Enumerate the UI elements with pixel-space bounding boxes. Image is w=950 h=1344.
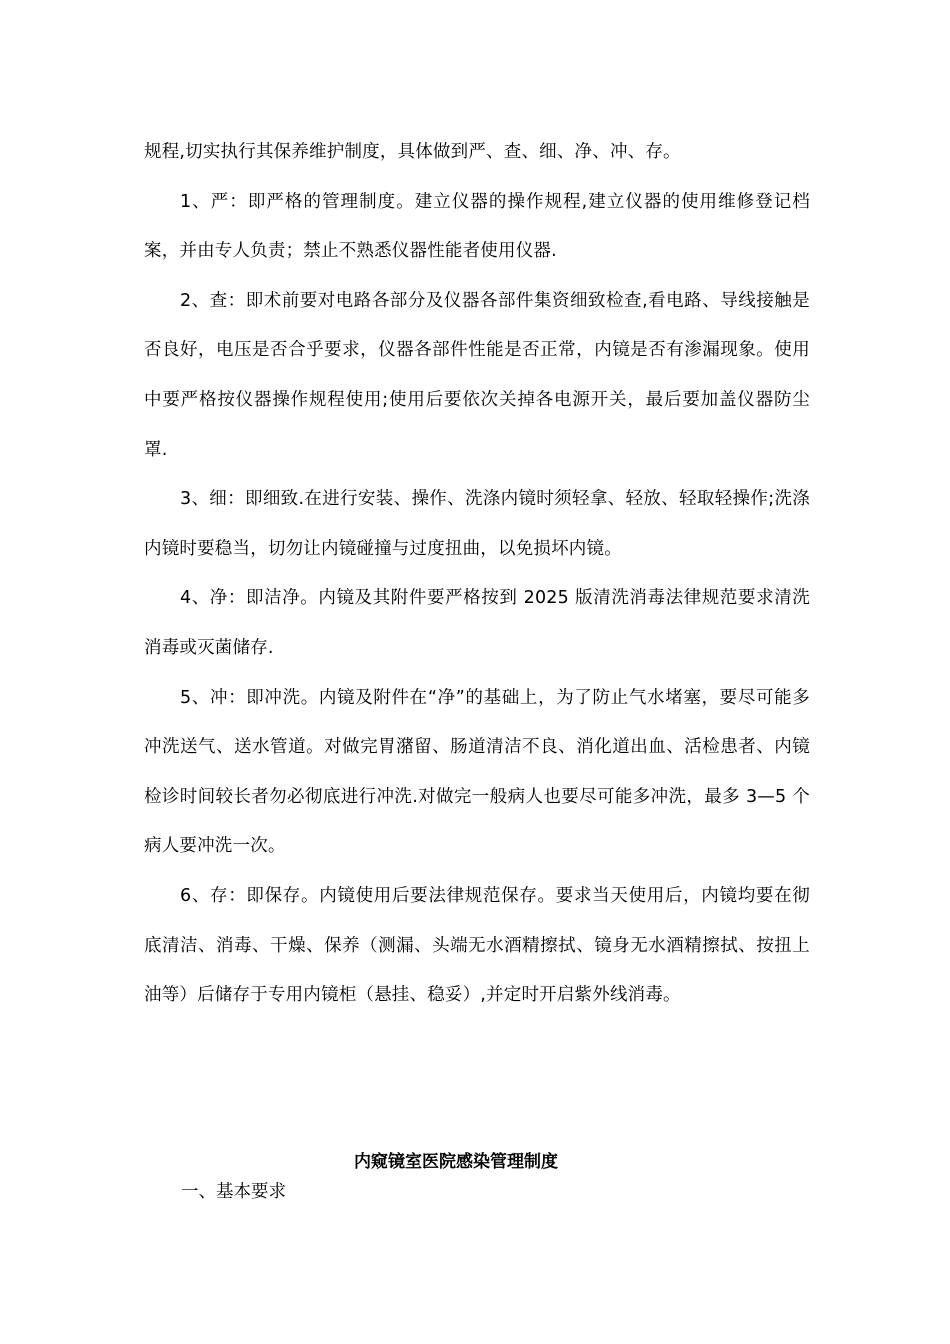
paragraph-continuation: 规程,切实执行其保养维护制度，具体做到严、查、细、净、冲、存。 <box>144 142 681 162</box>
paragraph-item-4-clean: 4、净：即洁净。内镜及其附件要严格按到 2025 版清洗消毒法律规范要求清洗消毒或灭菌储存. <box>144 588 810 658</box>
paragraph-item-6-store: 6、存：即保存。内镜使用后要法律规范保存。要求当天使用后，内镜均要在彻底清洁、消毒、干燥、保养（测漏、头端无水酒精擦拭、镜身无水酒精擦拭、按扭上油等）后储存于专用内镜柜（悬挂、稳妥）,并定时开启紫外线消毒。 <box>144 885 810 1006</box>
paragraph-item-3-careful: 3、细：即细致.在进行安装、操作、洗涤内镜时须轻拿、轻放、轻取轻操作;洗涤内镜时要稳当，切勿让内镜碰撞与过度扭曲，以免损坏内镜。 <box>144 489 810 559</box>
subheading-basic-requirements: 一、基本要求 <box>181 1182 286 1202</box>
document-body <box>144 128 810 1021</box>
paragraph-item-5-flush: 5、冲：即冲洗。内镜及附件在“净”的基础上，为了防止气水堵塞，要尽可能多冲洗送气、送水管道。对做完胃潴留、肠道清洁不良、消化道出血、活检患者、内镜检诊时间较长者勿必彻底进行冲洗.对做完一般病人也要尽可能多冲洗，最多 3—5 个病人要冲洗一次。 <box>144 687 810 857</box>
paragraph-item-2-inspect: 2、查：即术前要对电路各部分及仪器各部件集资细致检查,看电路、导线接触是否良好，电压是否合乎要求，仪器各部件性能是否正常，内镜是否有渗漏现象。使用中要严格按仪器操作规程使用;使用后要依次关掉各电源开关，最后要加盖仪器防尘罩. <box>144 290 810 460</box>
paragraph-item-1-strict: 1、严：即严格的管理制度。建立仪器的操作规程,建立仪器的使用维修登记档案，并由专人负责；禁止不熟悉仪器性能者使用仪器. <box>144 191 810 262</box>
section-title: 内窥镜室医院感染管理制度 <box>354 1152 558 1172</box>
